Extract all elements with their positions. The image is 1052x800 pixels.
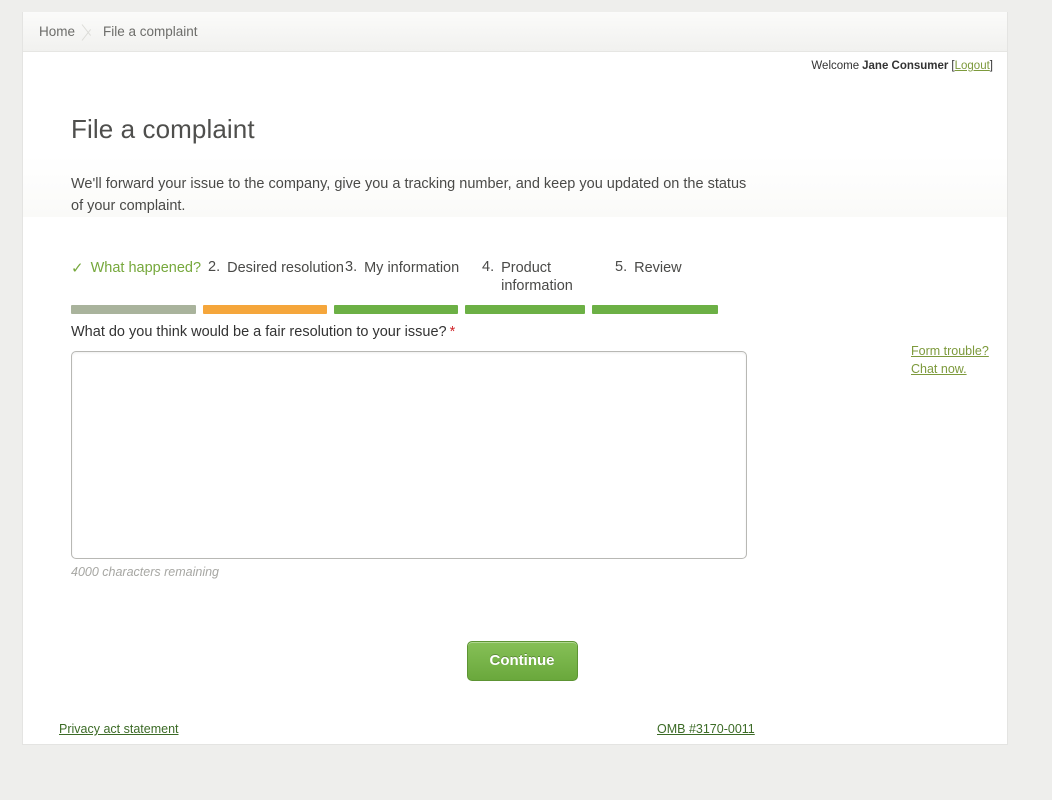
page-footer [23,718,1007,744]
form-help-box [911,342,1021,378]
page-container [22,12,1008,745]
progress-step-review[interactable] [615,259,735,277]
breadcrumb-item-file-a-complaint: File a complaint [103,24,198,39]
welcome-prefix: Welcome [811,60,860,72]
page-title: File a complaint [71,114,255,144]
progress-bars [71,305,963,314]
progress-bar-step-5 [592,305,718,314]
progress-step-number: 3. [345,259,358,275]
resolution-question-text: What do you think would be a fair resolution to your issue? [71,324,447,340]
progress-step-product-information[interactable] [482,259,615,295]
progress-step-label: Review [634,260,682,276]
breadcrumb-separator-icon [75,12,103,52]
resolution-question-label [71,324,963,340]
form-actions [71,641,963,681]
privacy-act-statement-link[interactable]: Privacy act statement [59,722,179,736]
account-bar [23,52,1007,80]
chat-now-link[interactable]: Chat now. [911,362,967,376]
progress-step-what-happened[interactable] [71,259,208,277]
progress-bar-step-1 [71,305,196,314]
hero-section [23,80,1007,217]
progress-step-label: What happened? [90,260,202,276]
progress-step-number: 2. [208,259,221,275]
progress-tracker [23,259,1007,314]
logout-link[interactable]: Logout [954,60,990,72]
resolution-textarea[interactable] [71,351,747,559]
progress-step-labels [71,259,963,295]
breadcrumb [23,12,1007,52]
omb-number-link[interactable]: OMB #3170-0011 [657,722,755,736]
progress-step-label: My information [364,260,460,276]
user-name: Jane Consumer [862,60,949,72]
progress-step-number: 5. [615,259,628,275]
page-intro: We'll forward your issue to the company, give you a tracking number, and keep you updated on the status of your complaint. [71,176,747,214]
bracket-close: ] [989,60,993,72]
progress-step-my-information[interactable] [345,259,482,277]
check-icon: ✓ [71,260,84,277]
progress-step-number: 4. [482,259,495,275]
complaint-form [23,324,1007,681]
progress-bar-step-3 [334,305,458,314]
breadcrumb-item-home[interactable]: Home [39,24,76,39]
bracket-open: [ [951,60,955,72]
characters-remaining-text: 4000 characters remaining [71,565,219,579]
continue-button[interactable]: Continue [467,641,578,681]
progress-step-label: Product information [501,260,573,294]
progress-step-desired-resolution[interactable] [208,259,345,277]
form-trouble-link[interactable]: Form trouble? [911,344,989,358]
progress-bar-step-2 [203,305,327,314]
progress-step-label: Desired resolution [227,260,344,276]
progress-bar-step-4 [465,305,585,314]
required-marker: * [449,324,456,340]
